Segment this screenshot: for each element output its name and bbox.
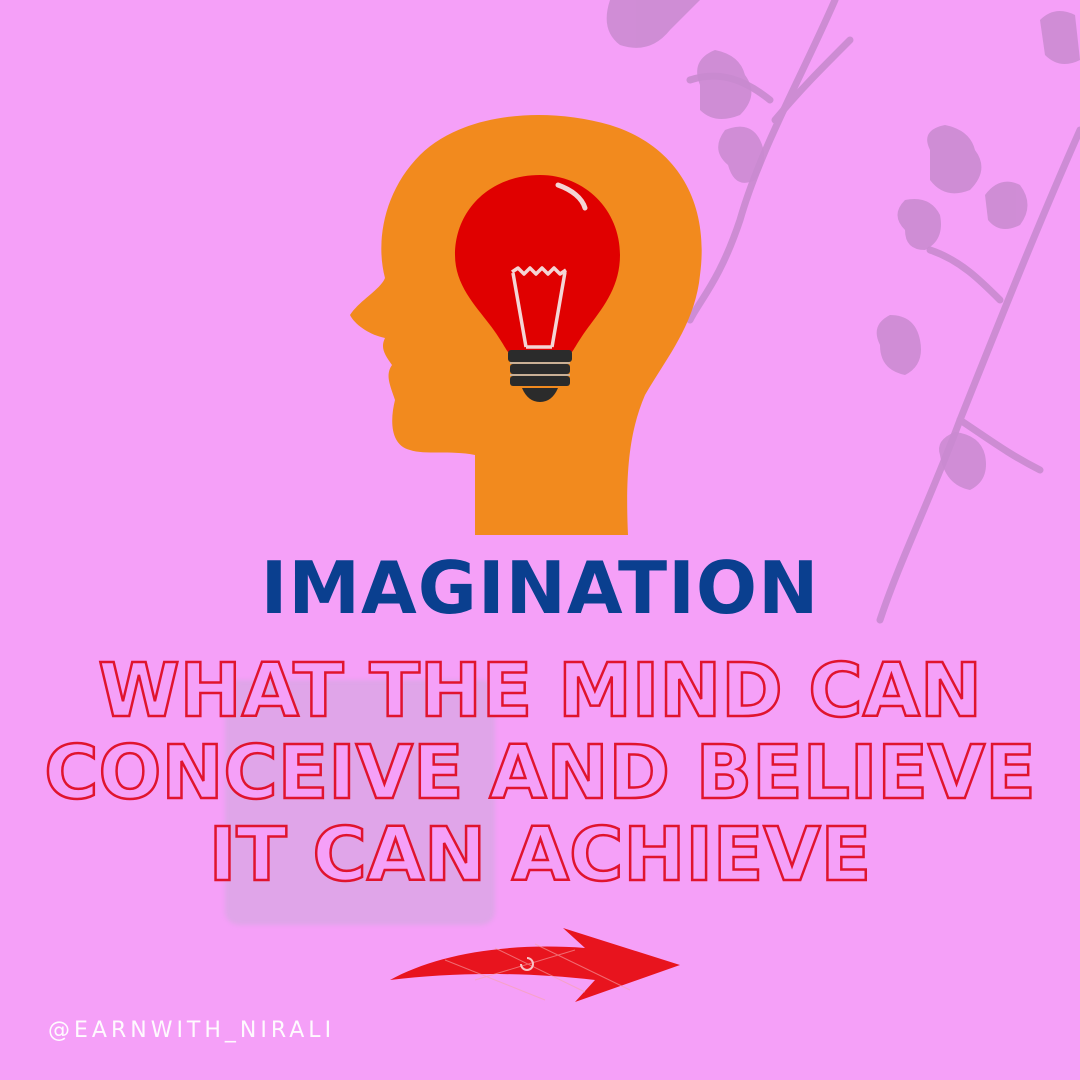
arrow-right-icon[interactable] <box>385 920 685 1010</box>
quote-line-1: WHAT THE MIND CAN <box>98 648 982 734</box>
head-profile-icon <box>330 110 730 535</box>
quote-line-3: IT CAN ACHIEVE <box>208 812 872 898</box>
social-handle: @EARNWITH_NIRALI <box>48 1018 336 1043</box>
quote <box>0 650 1080 896</box>
quote-line-2: CONCEIVE AND BELIEVE <box>44 730 1036 816</box>
headline: IMAGINATION <box>260 546 820 630</box>
